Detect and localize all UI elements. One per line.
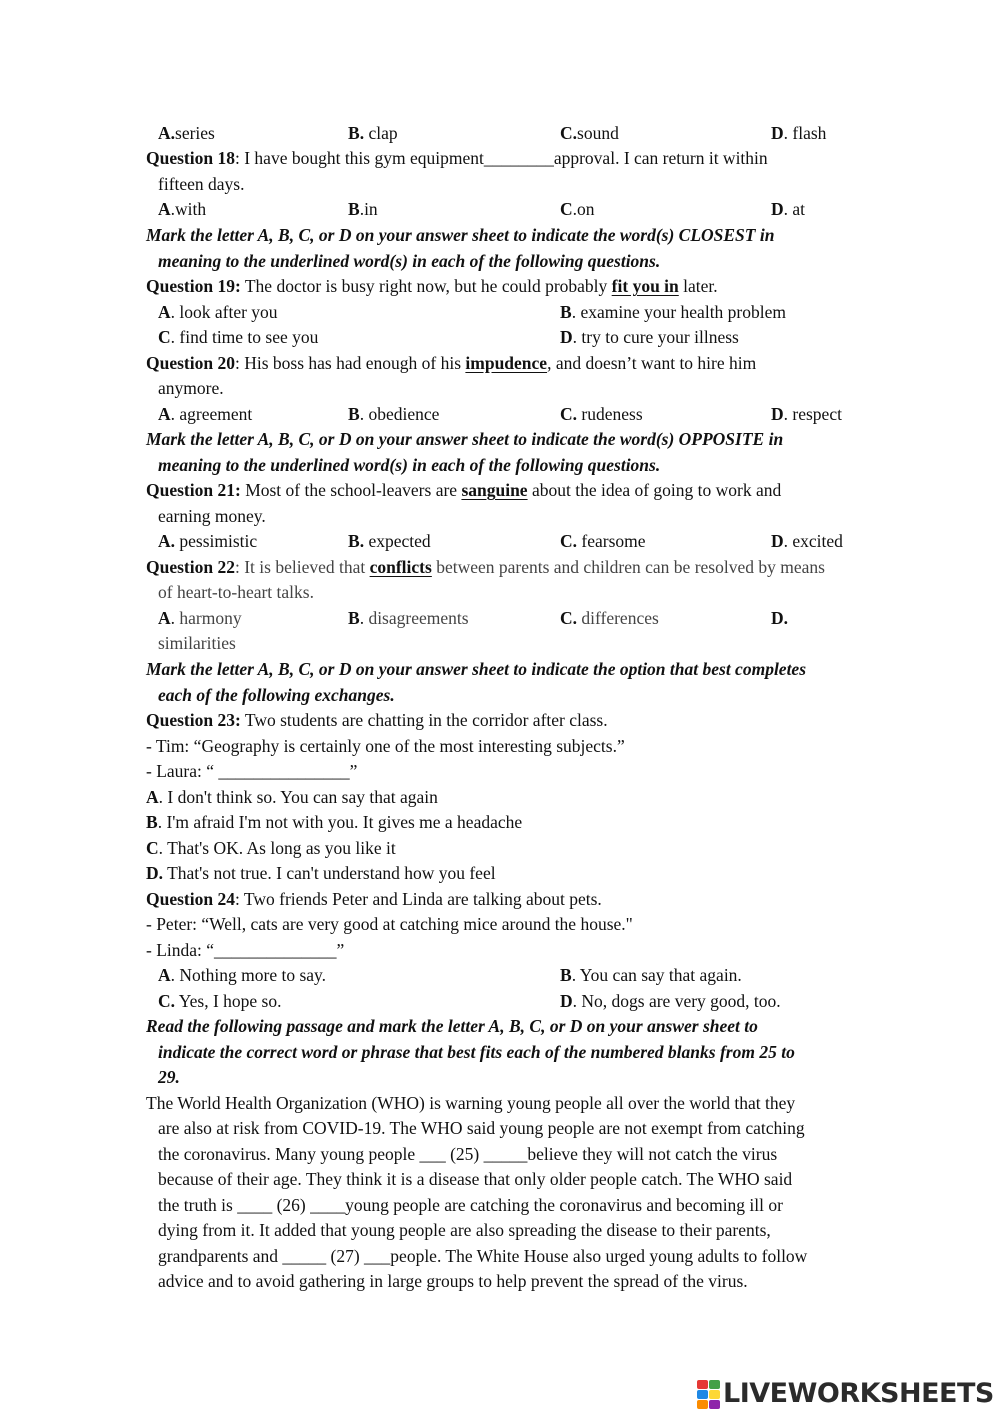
- q23-option-a: A. I don't think so. You can say that again: [146, 787, 438, 807]
- logo-block: [709, 1400, 720, 1409]
- passage-line: because of their age. They think it is a disease that only older people catch. The WHO said: [158, 1169, 793, 1189]
- q17-option-c: C.sound: [560, 123, 619, 143]
- instruction-passage-line3: 29.: [158, 1067, 180, 1087]
- q22-stem: Question 22: It is believed that conflicts between parents and children can be resolved by means: [146, 557, 825, 577]
- q24-stem: Question 24: Two friends Peter and Linda are talking about pets.: [146, 889, 602, 909]
- q19-option-a: A. look after you: [158, 302, 278, 322]
- q23-line-tim: - Tim: “Geography is certainly one of the most interesting subjects.”: [146, 736, 625, 756]
- q21-option-d: D. excited: [771, 531, 843, 551]
- q23-stem: Question 23: Two students are chatting in the corridor after class.: [146, 710, 608, 730]
- q22-stem-cont: of heart-to-heart talks.: [158, 582, 314, 602]
- q19-option-d: D. try to cure your illness: [560, 327, 739, 347]
- q21-option-b: B. expected: [348, 531, 431, 551]
- q23-option-c: C. That's OK. As long as you like it: [146, 838, 396, 858]
- passage-line: the truth is ____ (26) ____young people are catching the coronavirus and becoming ill or: [158, 1195, 783, 1215]
- passage-line: dying from it. It added that young people are also spreading the disease to their parents,: [158, 1220, 771, 1240]
- logo-block: [697, 1380, 708, 1389]
- q21-underlined-word: sanguine: [461, 480, 528, 500]
- q17-option-b: B. clap: [348, 123, 398, 143]
- q21-option-a: A. pessimistic: [158, 531, 258, 551]
- q22-underlined-word: conflicts: [369, 557, 432, 577]
- q21-stem: Question 21: Most of the school-leavers are sanguine about the idea of going to work and: [146, 480, 782, 500]
- q21-option-c: C. fearsome: [560, 531, 646, 551]
- q23-line-laura: - Laura: “ _______________”: [146, 761, 358, 781]
- q24-option-c: C. Yes, I hope so.: [158, 991, 282, 1011]
- q22-option-b: B. disagreements: [348, 608, 469, 628]
- q19-option-b: B. examine your health problem: [560, 302, 786, 322]
- q18-stem: Question 18: I have bought this gym equipment________approval. I can return it within: [146, 148, 768, 168]
- q20-underlined-word: impudence: [465, 353, 548, 373]
- instruction-exchanges-line2: each of the following exchanges.: [158, 685, 395, 705]
- q22-option-d-text: similarities: [158, 633, 236, 653]
- q18-option-a: A.with: [158, 199, 207, 219]
- q20-option-c: C. rudeness: [560, 404, 643, 424]
- q24-option-a: A. Nothing more to say.: [158, 965, 327, 985]
- q21-stem-cont: earning money.: [158, 506, 266, 526]
- q24-line-peter: - Peter: “Well, cats are very good at catching mice around the house.": [146, 914, 633, 934]
- q24-option-d: D. No, dogs are very good, too.: [560, 991, 781, 1011]
- q22-option-c: C. differences: [560, 608, 659, 628]
- q17-option-d: D. flash: [771, 123, 827, 143]
- q20-option-a: A. agreement: [158, 404, 253, 424]
- logo-text: LIVEWORKSHEETS: [723, 1377, 994, 1409]
- passage-line: The World Health Organization (WHO) is warning young people all over the world that they: [146, 1093, 796, 1113]
- liveworksheets-logo[interactable]: [697, 1375, 994, 1411]
- q20-option-d: D. respect: [771, 404, 842, 424]
- instruction-passage-line1: Read the following passage and mark the letter A, B, C, or D on your answer sheet to: [146, 1016, 758, 1036]
- instruction-exchanges-line1: Mark the letter A, B, C, or D on your answer sheet to indicate the option that best completes: [146, 659, 807, 679]
- logo-block: [709, 1390, 720, 1399]
- q19-stem: Question 19: The doctor is busy right now, but he could probably fit you in later.: [146, 276, 718, 296]
- q23-option-d: D. That's not true. I can't understand how you feel: [146, 863, 496, 883]
- instruction-closest-line1: Mark the letter A, B, C, or D on your answer sheet to indicate the word(s) CLOSEST in: [146, 225, 775, 245]
- q20-stem: Question 20: His boss has had enough of his impudence, and doesn’t want to hire him: [146, 353, 757, 373]
- q24-option-b: B. You can say that again.: [560, 965, 742, 985]
- instruction-passage-line2: indicate the correct word or phrase that best fits each of the numbered blanks from 25 to: [158, 1042, 795, 1062]
- logo-blocks-icon: [697, 1378, 721, 1408]
- q17-option-a: A.series: [158, 123, 215, 143]
- passage-line: the coronavirus. Many young people ___ (25) _____believe they will not catch the virus: [158, 1144, 778, 1164]
- instruction-opposite-line1: Mark the letter A, B, C, or D on your answer sheet to indicate the word(s) OPPOSITE in: [146, 429, 784, 449]
- q19-option-c: C. find time to see you: [158, 327, 319, 347]
- q23-option-b: B. I'm afraid I'm not with you. It gives me a headache: [146, 812, 523, 832]
- logo-block: [709, 1380, 720, 1389]
- q24-line-linda: - Linda: “______________”: [146, 940, 345, 960]
- q22-option-a: A. harmony: [158, 608, 242, 628]
- instruction-closest-line2: meaning to the underlined word(s) in each of the following questions.: [158, 251, 661, 271]
- passage-line: grandparents and _____ (27) ___people. The White House also urged young adults to follow: [158, 1246, 808, 1266]
- logo-block: [697, 1390, 708, 1399]
- q18-stem-cont: fifteen days.: [158, 174, 245, 194]
- q18-option-b: B.in: [348, 199, 378, 219]
- passage-line: advice and to avoid gathering in large groups to help prevent the spread of the virus.: [158, 1271, 748, 1291]
- q20-stem-cont: anymore.: [158, 378, 224, 398]
- q22-option-d: D.: [771, 608, 789, 628]
- logo-block: [697, 1400, 708, 1409]
- q20-option-b: B. obedience: [348, 404, 440, 424]
- instruction-opposite-line2: meaning to the underlined word(s) in each of the following questions.: [158, 455, 661, 475]
- passage-line: are also at risk from COVID-19. The WHO said young people are not exempt from catching: [158, 1118, 805, 1138]
- q18-option-d: D. at: [771, 199, 806, 219]
- q19-underlined-word: fit you in: [611, 276, 679, 296]
- q18-option-c: C.on: [560, 199, 595, 219]
